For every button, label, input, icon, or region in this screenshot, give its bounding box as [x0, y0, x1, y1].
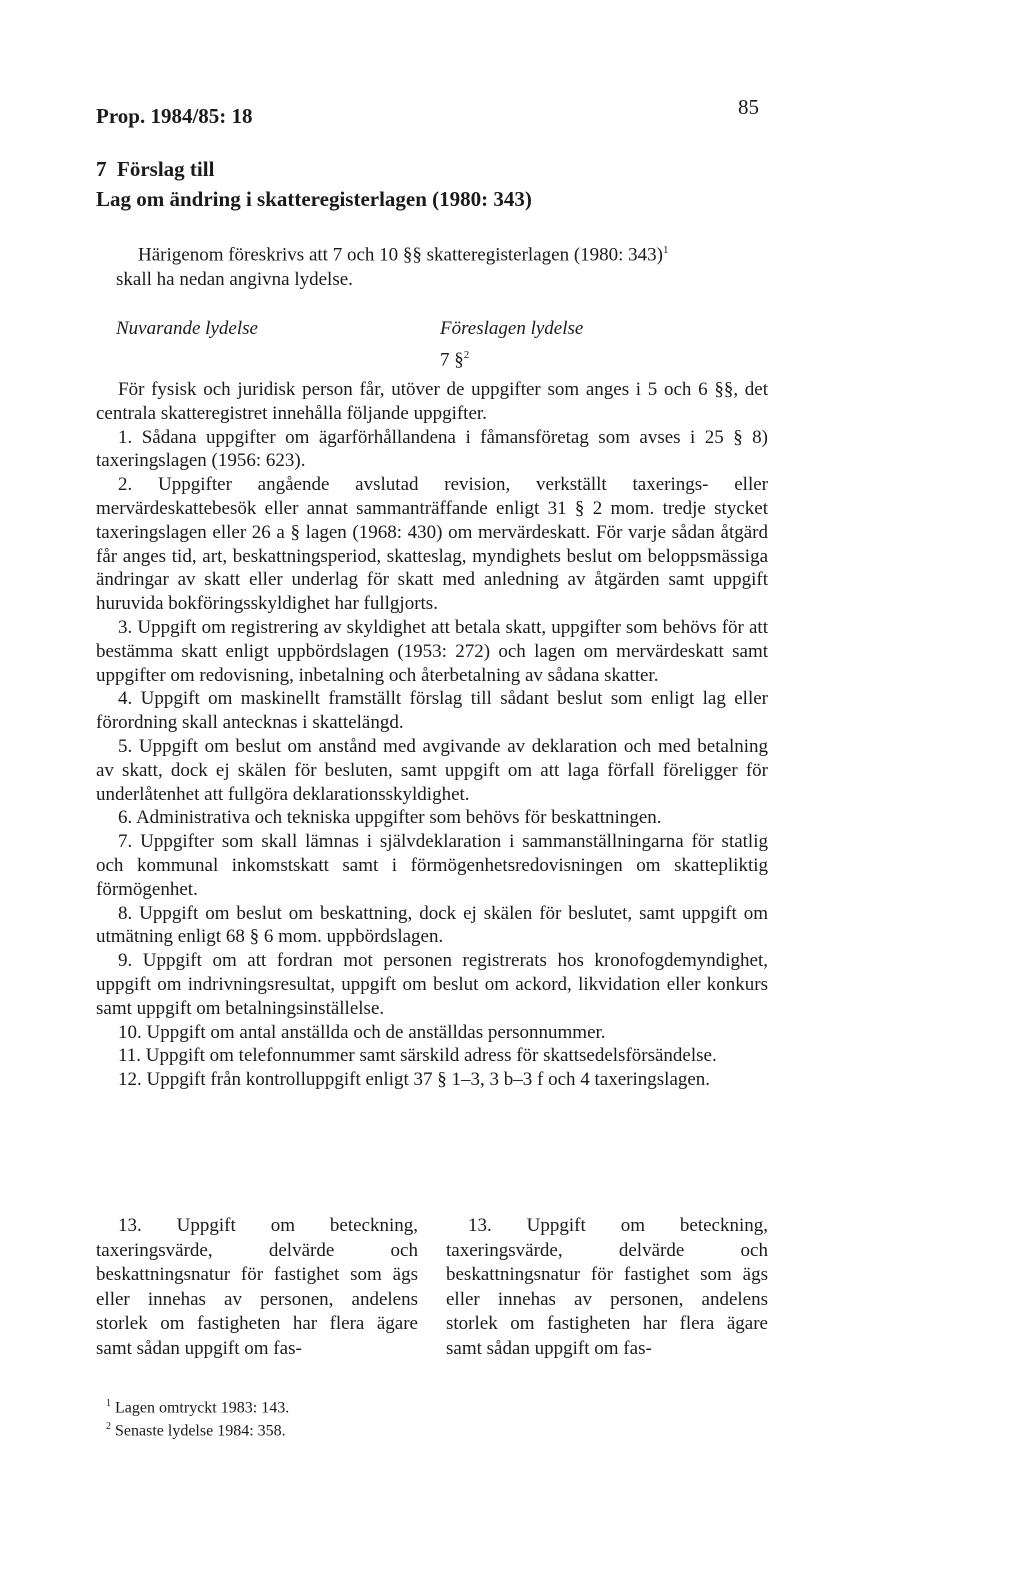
page-number: 85: [738, 95, 759, 119]
list-item: 2. Uppgifter angående avslutad revision, verkställt taxerings- eller mervärdeskattebesök eller annat sammanträffande enligt 31 § 2 mom. tredje stycket taxeringslagen eller 26 a § lagen (1968: 430) om mervärdeskatt. För varje sådan åtgärd får anges tid, art, beskattningsperiod, skatteslag, myndighets beslut om beloppsmässiga ändringar av skatt eller underlag för skatt med anledning av åtgärden samt uppgift huruvida bokföringsskyldighet har fullgjorts.: [96, 474, 768, 615]
footnote-mark: 1: [106, 1398, 111, 1409]
current-wording-heading: Nuvarande lydelse: [116, 318, 258, 339]
body-paragraph: För fysisk och juridisk person får, utöver de uppgifter som anges i 5 och 6 §§, det centrala skatteregistret innehålla följande uppgifter.: [96, 379, 768, 424]
proposed-wording-heading: Föreslagen lydelse: [440, 318, 584, 339]
paragraph-number: [440, 349, 469, 371]
paragraph-body: [96, 378, 768, 1092]
list-item: 8. Uppgift om beslut om beskattning, dock ej skälen för beslutet, samt uppgift om utmätning enligt 68 § 6 mom. uppbördslagen.: [96, 902, 768, 948]
footnote-text: Senaste lydelse 1984: 358.: [115, 1422, 286, 1440]
footnotes: [106, 1394, 289, 1441]
item-13-current: 13. Uppgift om beteckning, taxeringsvärde, delvärde och beskattningsnatur för fastighet som ägs eller innehas av personen, andelens storlek om fastigheten har flera ägare samt sådan uppgift om fas-: [96, 1215, 418, 1359]
list-item: 9. Uppgift om att fordran mot personen registrerats hos kronofogdemyndighet, uppgift om indrivningsresultat, uppgift om beslut om ackord, likvidation eller konkurs samt uppgift om betalningsinställelse.: [96, 950, 768, 1019]
list-item: 3. Uppgift om registrering av skyldighet att betala skatt, uppgifter som behövs för att bestämma skatt enligt uppbördslagen (1953: 272) och lagen om mervärdeskatt samt uppgifter om redovisning, inbetalning och återbetalning av sådana skatter.: [96, 616, 768, 686]
section-title: 7 Förslag till: [96, 157, 215, 181]
footnote-ref-1: 1: [663, 244, 669, 256]
footnote-text: Lagen omtryckt 1983: 143.: [115, 1399, 290, 1417]
intro-text: [116, 238, 776, 292]
list-item: 10. Uppgift om antal anställda och de anställdas personnummer.: [118, 1021, 606, 1043]
law-title: Lag om ändring i skatteregisterlagen (1980: 343): [96, 187, 532, 211]
intro-line-2: skall ha nedan angivna lydelse.: [116, 269, 353, 291]
footnote-mark: 2: [106, 1421, 111, 1433]
list-item: 6. Administrativa och tekniska uppgifter som behövs för beskattningen.: [118, 807, 662, 829]
paragraph-label: 7 §: [440, 349, 464, 371]
intro-line-1: Härigenom föreskrivs att 7 och 10 §§ skatteregisterlagen (1980: 343): [138, 244, 663, 266]
footnote-ref-2: 2: [463, 349, 470, 361]
list-item: 7. Uppgifter som skall lämnas i självdeklaration i sammanställningarna för statlig och kommunal inkomstskatt samt i förmögenhetsredovisningen om skattepliktig förmögenhet.: [96, 831, 768, 900]
item-13-proposed: 13. Uppgift om beteckning, taxeringsvärde, delvärde och beskattningsnatur för fastighet som ägs eller innehas av personen, andelens storlek om fastigheten har flera ägare samt sådan uppgift om fas-: [446, 1215, 768, 1359]
proposed-wording-column: [446, 1214, 768, 1361]
list-item: 12. Uppgift från kontrolluppgift enligt 37 § 1–3, 3 b–3 f och 4 taxeringslagen.: [118, 1069, 711, 1091]
document-reference: Prop. 1984/85: 18: [96, 104, 253, 128]
list-item: 4. Uppgift om maskinellt framställt förslag till sådant beslut som enligt lag eller förordning skall antecknas i skattelängd.: [96, 688, 768, 734]
list-item: 11. Uppgift om telefonnummer samt särskild adress för skattsedelsförsändelse.: [118, 1045, 717, 1067]
footnote-2: [106, 1417, 289, 1440]
list-item: 1. Sådana uppgifter om ägarförhållandena i fåmansföretag som avses i 25 § 8) taxeringslagen (1956: 623).: [96, 426, 768, 472]
footnote-1: [106, 1394, 289, 1417]
list-item: 5. Uppgift om beslut om anstånd med avgivande av deklaration och med betalning av skatt, dock ej skälen för besluten, samt uppgift om att laga förfall föreligger för underlåtenhet att fullgöra deklarationsskyldighet.: [96, 735, 768, 805]
current-wording-column: [96, 1214, 418, 1361]
